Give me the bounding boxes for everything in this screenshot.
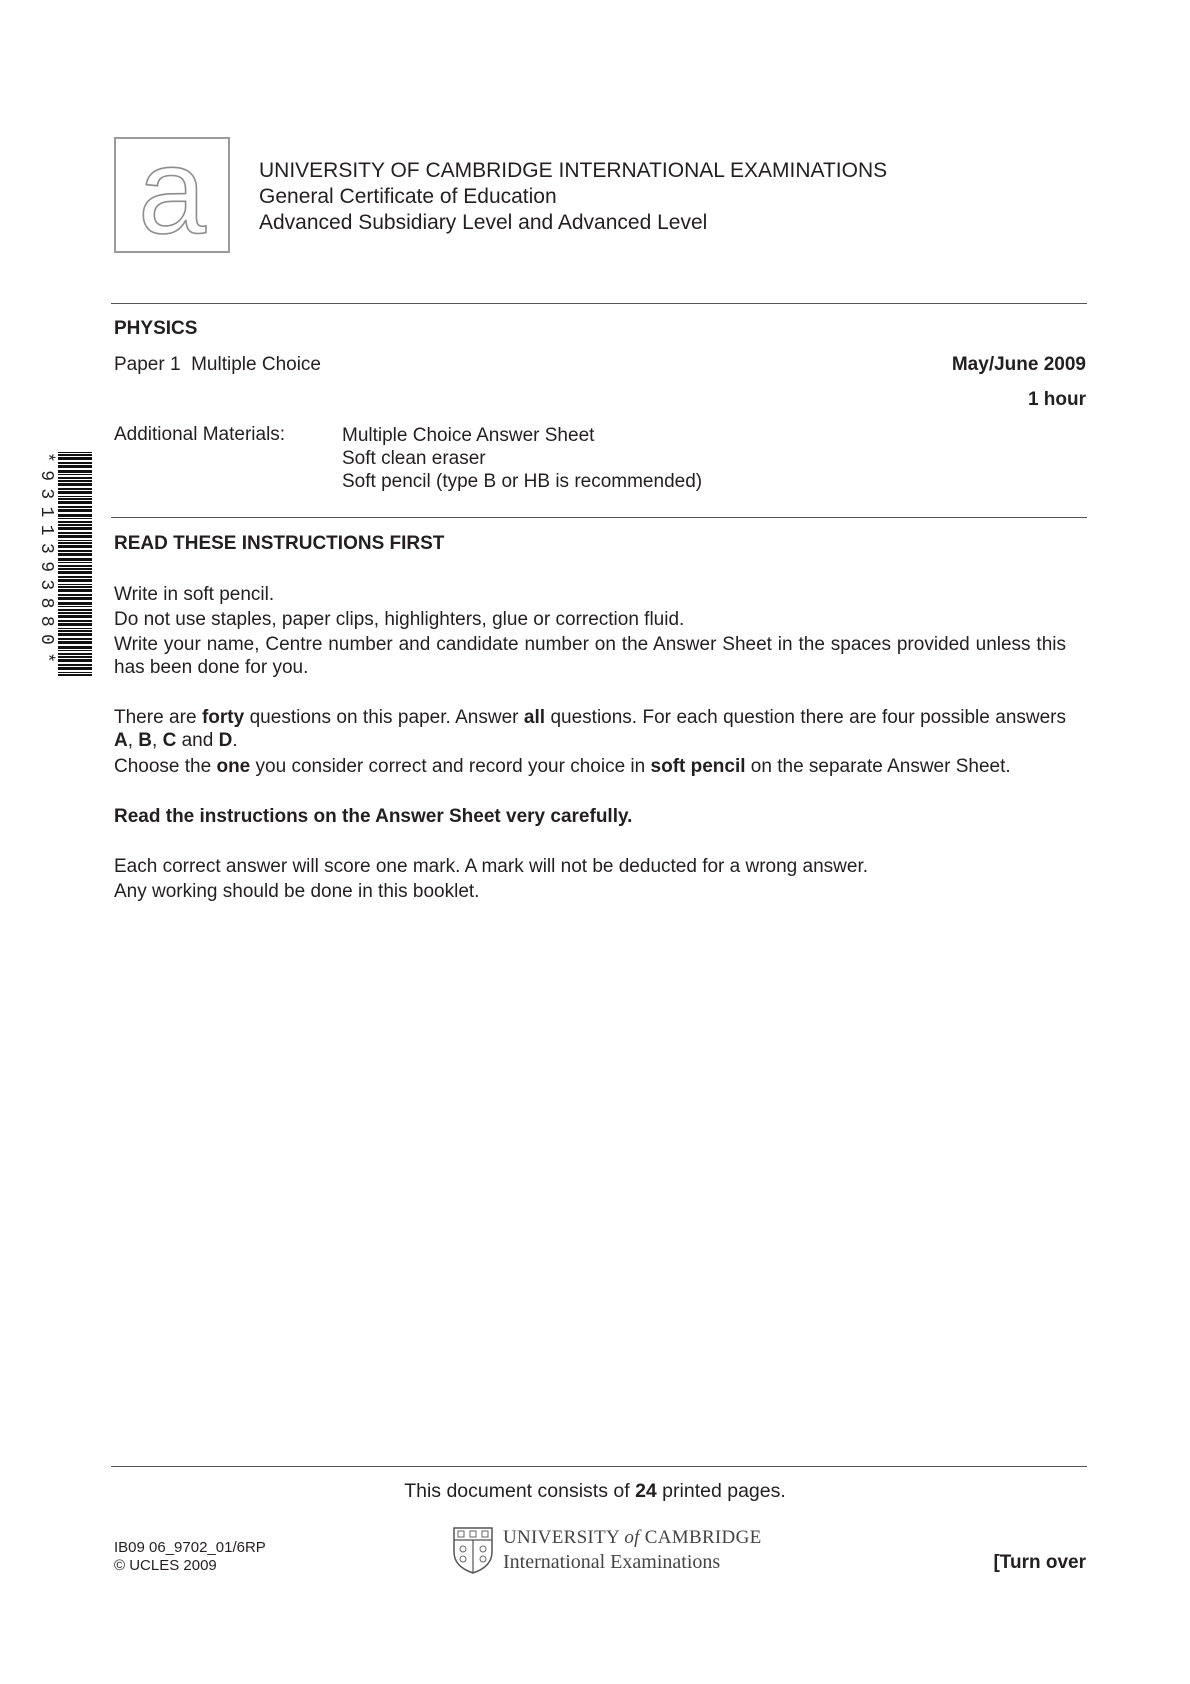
- material-item: Soft clean eraser: [342, 448, 486, 469]
- barcode-bar: [58, 521, 92, 523]
- barcode-bar: [58, 602, 92, 605]
- instructions-heading: READ THESE INSTRUCTIONS FIRST: [114, 533, 445, 554]
- barcode-bar: [58, 609, 92, 611]
- barcode-bar: [58, 550, 92, 552]
- marking-line: Each correct answer will score one mark. A mark will not be deducted for a wrong answer.: [114, 856, 869, 877]
- marking-line: Any working should be done in this booklet.: [114, 881, 480, 902]
- barcode-bar: [58, 615, 92, 618]
- barcode-bar: [58, 558, 92, 561]
- barcode-bar: [58, 553, 92, 556]
- barcode-bar: [58, 650, 92, 651]
- barcode-bar: [58, 656, 92, 658]
- choose-instruction: Choose the one you consider correct and record your choice in soft pencil on the separate Answer Sheet.: [114, 756, 1011, 777]
- barcode-bar: [58, 542, 92, 544]
- barcode-bar: [58, 628, 92, 629]
- barcode-bar: [58, 518, 92, 519]
- barcode-bar: [58, 470, 92, 473]
- instruction-line: Write in soft pencil.: [114, 584, 275, 605]
- barcode-bar: [58, 597, 92, 600]
- barcode-bar: [58, 664, 92, 666]
- barcode-bar: [58, 491, 92, 494]
- barcode-bar: [58, 488, 92, 490]
- document-code: [114, 1539, 266, 1575]
- barcode-bar: [58, 477, 92, 479]
- cambridge-logo-text: [503, 1527, 762, 1574]
- svg-text:a: a: [138, 139, 206, 251]
- turn-over-label: [Turn over: [993, 1552, 1086, 1573]
- barcode-bar: [58, 480, 92, 482]
- barcode-bar: [58, 540, 92, 541]
- additional-materials-label: Additional Materials:: [114, 424, 286, 445]
- barcode-bar: [58, 576, 92, 578]
- material-item: Soft pencil (type B or HB is recommended): [342, 471, 703, 492]
- paper-code: IB09 06_9702_01/6RP: [114, 1539, 266, 1556]
- barcode-bar: [58, 454, 92, 456]
- barcode-bar: [58, 506, 92, 508]
- barcode-bar: [58, 524, 92, 526]
- copyright: © UCLES 2009: [114, 1557, 217, 1574]
- exam-header: [259, 158, 887, 236]
- divider: [111, 303, 1087, 304]
- barcode-bar: [58, 589, 92, 592]
- barcode-bar: [58, 633, 92, 636]
- institution-name: UNIVERSITY OF CAMBRIDGE INTERNATIONAL EXAMINATIONS: [259, 159, 888, 182]
- barcode-number: *9311393880*: [36, 452, 56, 671]
- barcode-bar: [58, 465, 92, 468]
- letter-a-logo-icon: [116, 139, 228, 251]
- barcode-bar: [58, 641, 92, 644]
- barcode-bar: [58, 532, 92, 534]
- divider: [111, 517, 1087, 518]
- barcode-bar: [58, 514, 92, 517]
- barcode-bar: [58, 483, 92, 486]
- barcode-bar: [58, 646, 92, 649]
- barcode-bar: [58, 620, 92, 622]
- barcode-bar: [58, 638, 92, 640]
- barcode-bar: [58, 462, 92, 464]
- barcode-bar: [58, 672, 92, 673]
- logo-line-2: International Examinations: [503, 1551, 721, 1573]
- barcode-bar: [58, 452, 92, 453]
- barcode-bar: [58, 630, 92, 632]
- barcode-bar: [58, 612, 92, 614]
- barcode-bar: [58, 498, 92, 500]
- barcode-bar: [58, 674, 92, 676]
- exam-session: May/June 2009: [951, 354, 1086, 375]
- barcode-bar: [58, 584, 92, 585]
- barcode-bar: [58, 496, 92, 497]
- barcode-bar: [58, 568, 92, 570]
- barcode-bar: [58, 594, 92, 596]
- logo-line-1: UNIVERSITY of CAMBRIDGE: [503, 1527, 762, 1548]
- barcode-bar: [58, 606, 92, 607]
- barcode-bar: [58, 527, 92, 530]
- cambridge-crest-icon: [452, 1526, 494, 1574]
- subject-title: PHYSICS: [114, 318, 198, 339]
- barcode-bar: [58, 545, 92, 548]
- barcode-bar: [58, 571, 92, 574]
- barcode-bar: [58, 579, 92, 582]
- additional-materials-list: [342, 424, 702, 493]
- barcode-bar: [58, 565, 92, 567]
- exam-board-logo: [114, 137, 230, 253]
- page-count-note: This document consists of 24 printed pages.: [404, 1480, 786, 1502]
- material-item: Multiple Choice Answer Sheet: [342, 425, 595, 446]
- barcode-bar: [58, 653, 92, 655]
- paper-title: Paper 1 Multiple Choice: [114, 354, 321, 375]
- barcode-bar: [58, 659, 92, 662]
- questions-instruction: There are forty questions on this paper. Answer all questions. For each question there are four possible answers A, B, C and D.: [114, 707, 1067, 751]
- instruction-line: Do not use staples, paper clips, highlighters, glue or correction fluid.: [114, 609, 685, 630]
- certificate-name: General Certificate of Education: [259, 185, 557, 208]
- barcode-bar: [58, 586, 92, 588]
- barcode-bar: [58, 457, 92, 460]
- barcode-bar: [58, 623, 92, 626]
- barcode-bar: [58, 509, 92, 512]
- barcode-bar: [58, 535, 92, 538]
- barcode-bar: [58, 474, 92, 475]
- answer-sheet-note: Read the instructions on the Answer Sheet very carefully.: [114, 806, 633, 827]
- barcode-bar: [58, 667, 92, 670]
- instruction-line: Write your name, Centre number and candidate number on the Answer Sheet in the spaces provided unless this has been done for you.: [114, 634, 1066, 678]
- level-name: Advanced Subsidiary Level and Advanced Level: [259, 211, 708, 234]
- divider: [111, 1466, 1087, 1467]
- barcode-bar: [58, 562, 92, 563]
- barcode-bar: [58, 501, 92, 504]
- exam-duration: 1 hour: [1027, 389, 1086, 410]
